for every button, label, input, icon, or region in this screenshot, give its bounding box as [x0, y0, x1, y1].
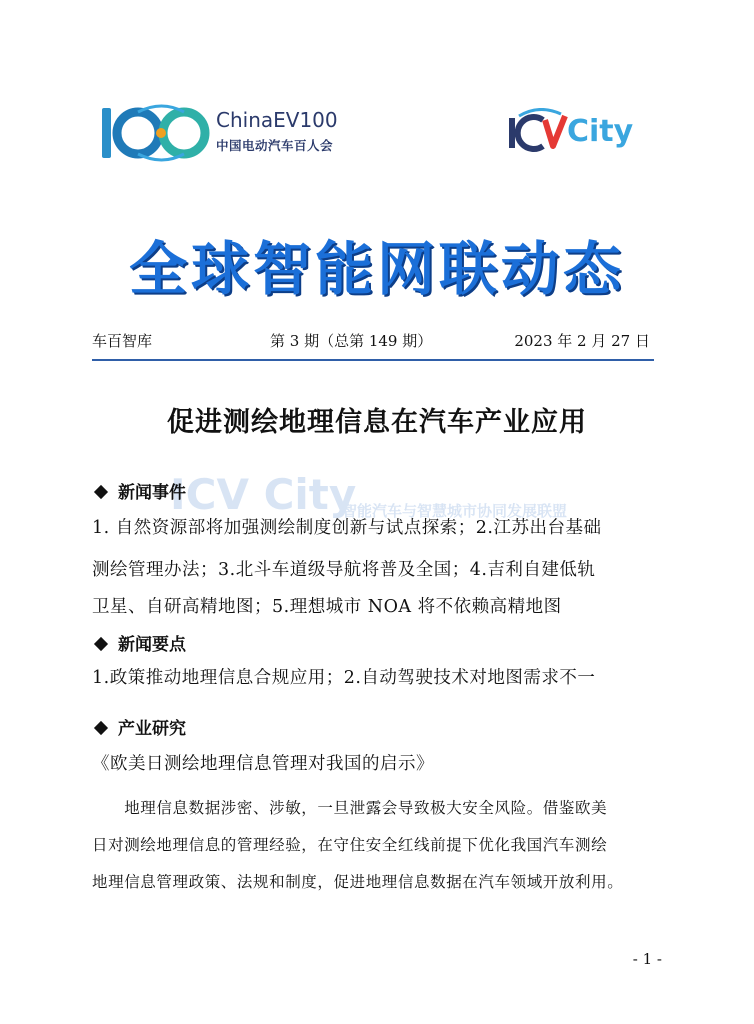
news-events-line: 1. 自然资源部将加强测绘制度创新与试点探索；2.江苏出台基础 — [92, 518, 602, 538]
publisher: 车百智库 — [92, 332, 153, 350]
icvcity-logo — [505, 108, 645, 158]
issue-number: 第 3 期（总第 149 期） — [270, 332, 433, 350]
ev100-logo-mark — [100, 102, 212, 164]
header-divider — [92, 359, 654, 361]
news-events-line: 测绘管理办法；3.北斗车道级导航将普及全国；4.吉利自建低轨 — [92, 560, 596, 580]
section-heading: 产业研究 — [118, 719, 186, 739]
research-paragraph-line: 日对测绘地理信息的管理经验，在守住安全红线前提下优化我国汽车测绘 — [92, 836, 608, 854]
research-paragraph-line: 地理信息数据涉密、涉敏，一旦泄露会导致极大安全风险。借鉴欧美 — [92, 799, 608, 817]
watermark-logo: ICV City — [170, 470, 357, 519]
research-paragraph-line: 地理信息管理政策、法规和制度，促进地理信息数据在汽车领域开放利用。 — [92, 873, 624, 891]
section-heading: 新闻事件 — [118, 483, 186, 503]
logo-left-chinese: 中国电动汽车百人会 — [216, 138, 334, 153]
logo-left-english: ChinaEV100 — [216, 108, 338, 132]
page-number: - 1 - — [632, 950, 662, 968]
article-title: 促进测绘地理信息在汽车产业应用 — [167, 407, 587, 438]
diamond-bullet-icon — [94, 637, 108, 651]
logo-right-text: City — [567, 114, 634, 149]
news-events-line: 卫星、自研高精地图；5.理想城市 NOA 将不依赖高精地图 — [92, 597, 562, 617]
news-points-line: 1.政策推动地理信息合规应用；2.自动驾驶技术对地图需求不一 — [92, 668, 596, 688]
diamond-bullet-icon — [94, 721, 108, 735]
research-article-title: 《欧美日测绘地理信息管理对我国的启示》 — [92, 754, 434, 774]
chinaev100-logo — [100, 102, 340, 164]
issue-date: 2023 年 2 月 27 日 — [514, 332, 650, 350]
section-industry-research — [92, 714, 186, 739]
bulletin-meta — [92, 330, 652, 352]
section-heading: 新闻要点 — [118, 635, 186, 655]
icv-logo-mark — [505, 108, 569, 158]
watermark-text: 智能汽车与智慧城市协同发展联盟 — [342, 502, 568, 520]
bulletin-title: 全球智能网联动态 — [128, 235, 625, 303]
diamond-bullet-icon — [94, 485, 108, 499]
section-news-points — [92, 630, 186, 655]
section-news-events — [92, 478, 186, 503]
